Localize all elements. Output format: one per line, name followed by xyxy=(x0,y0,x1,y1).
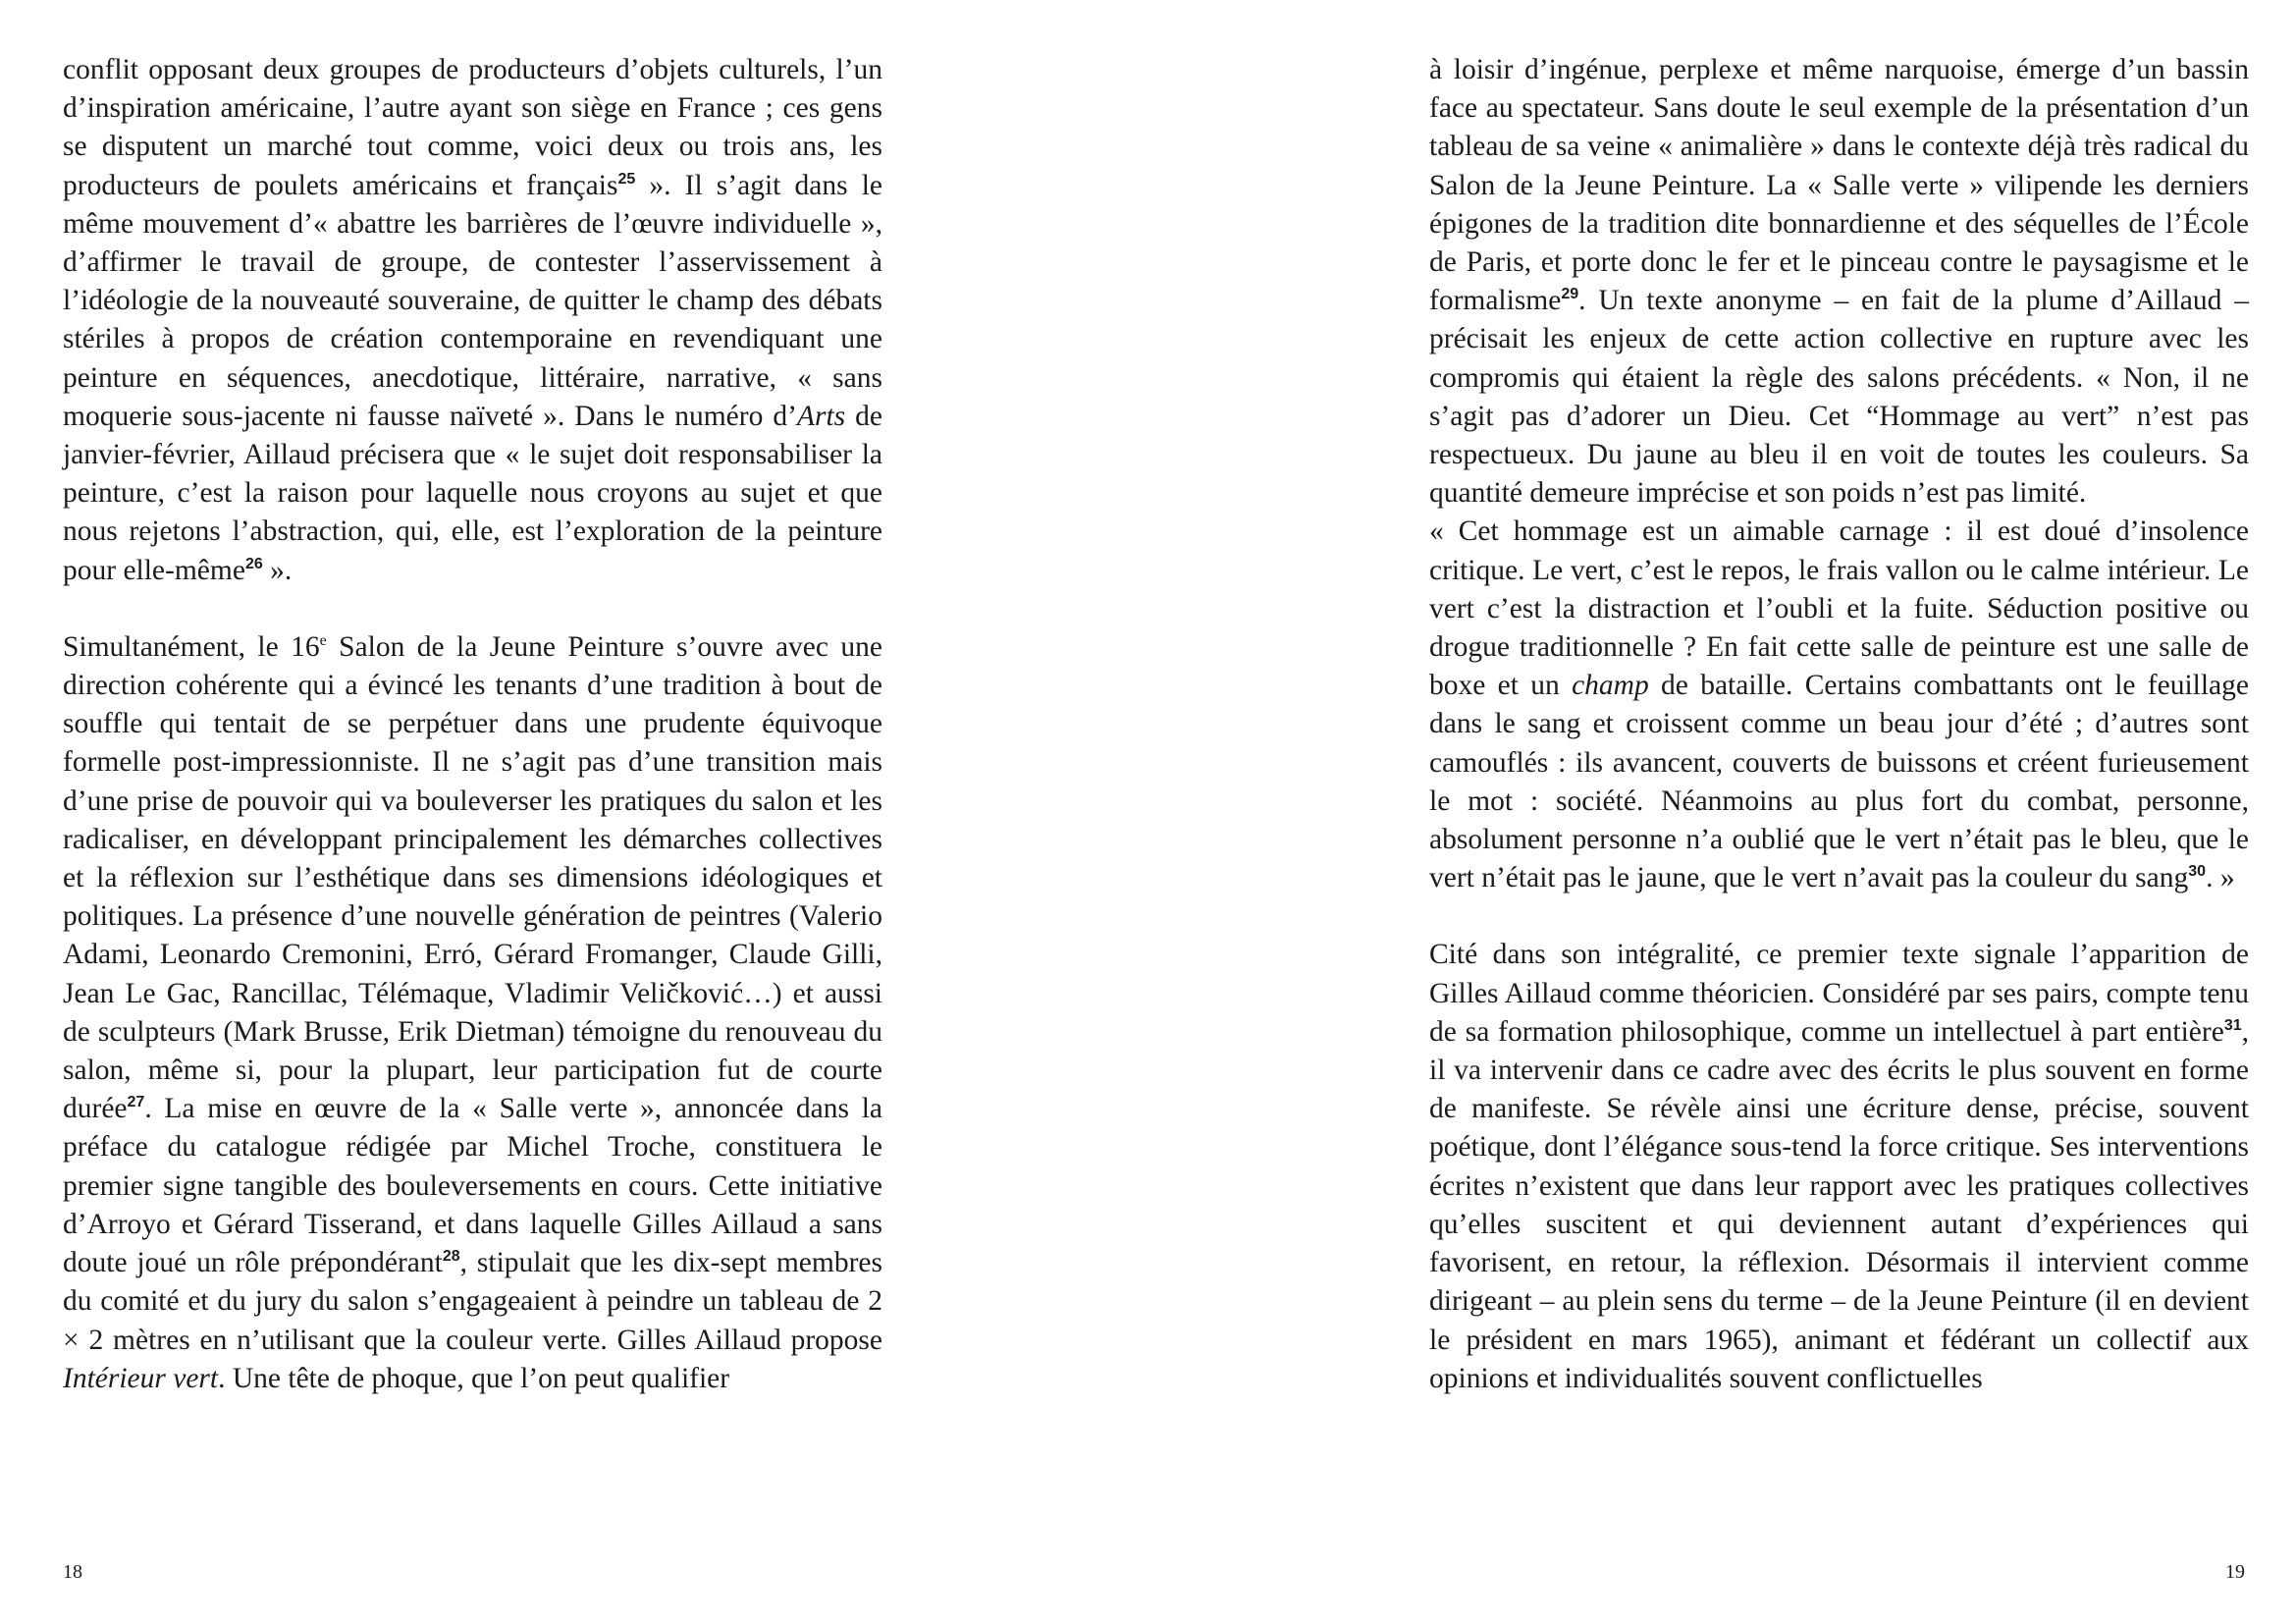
text-run: . » xyxy=(2206,862,2235,894)
footnote-ref: 30 xyxy=(2188,863,2207,881)
text-run: Salon de la Jeune Peinture s’ouvre avec une direction cohérente qui a évincé les tenants d’une tradition à bout de souffle qui tentait de se perpétuer dans une prudente équivoque formelle post-impressionniste. Il ne s’agit pas d’une transition mais d’une prise de pouvoir qui va bouleverser les pratiques du salon et les radicaliser, en développant principalement les démarches collectives et la réflexion sur l’esthétique dans ses dimensions idéologiques et politiques. La présence d’une nouvelle génération de peintres (Valerio Adami, Leonardo Cremonini, Erró, Gérard Fromanger, Claude Gilli, Jean Le Gac, Rancillac, Télémaque, Vladimir Veličković…) et aussi de sculpteurs (Mark Brusse, Erik Dietman) témoigne du renouveau du salon, même si, pour la plupart, leur participation fut de courte durée xyxy=(63,630,882,1125)
text-run: ». xyxy=(262,554,293,586)
paragraph-gap xyxy=(1429,897,2249,936)
paragraph-gap xyxy=(63,590,882,628)
text-run: Cité dans son intégralité, ce premier texte signale l’apparition de Gilles Aillaud comme théoricien. Considéré par ses pairs, compte tenu de sa formation philosophique, comme un intellectuel à part entière xyxy=(1429,939,2249,1048)
italic-title: champ xyxy=(1572,670,1649,702)
footnote-ref: 27 xyxy=(127,1094,145,1111)
paragraph xyxy=(63,51,882,590)
italic-title: Intérieur vert xyxy=(63,1362,219,1394)
text-run: , il va intervenir dans ce cadre avec des écrits le plus souvent en forme de manifeste. Se révèle ainsi une écriture dense, précise, souvent poétique, dont l’élégance sous-tend la force critique. Ses interventions écrites n’existent que dans leur rapport avec les pratiques collectives qu’elles suscitent et qui deviennent autant d’expériences qui favorisent, en retour, la réflexion. Désormais il intervient comme dirigeant – au plein sens du terme – de la Jeune Peinture (il en devient le président en mars 1965), animant et fédérant un collectif aux opinions et individualités souvent conflictuelles xyxy=(1429,1015,2249,1394)
text-run: . Une tête de phoque, que l’on peut qualifier xyxy=(218,1362,730,1394)
page-number: 19 xyxy=(2225,1561,2245,1583)
right-text-column xyxy=(1429,51,2249,1398)
right-page xyxy=(1148,0,2296,1624)
text-run: , stipulait que les dix-sept membres du comité et du jury du salon s’engageaient à peindre un tableau de 2 × 2 mètres en n’utilisant que la couleur verte. Gilles Aillaud propose xyxy=(63,1247,882,1356)
paragraph xyxy=(1429,513,2249,897)
footnote-ref: 26 xyxy=(244,555,263,572)
text-run: « Cet hommage est un aimable carnage : il est doué d’insolence critique. Le vert, c’est le repos, le frais vallon ou le calme intérieur. Le vert c’est la distraction et l’oubli et la fuite. Séduction positive ou drogue traditionnelle ? En fait cette salle de peinture est une salle de boxe et un xyxy=(1429,515,2249,702)
text-run: de janvier-février, Aillaud précisera que « le sujet doit responsabiliser la peinture, c’est la raison pour laquelle nous croyons au sujet et que nous rejetons l’abstraction, qui, elle, est l’exploration de la peinture pour elle-même xyxy=(63,400,883,586)
page-number: 18 xyxy=(63,1561,82,1583)
text-run: conflit opposant deux groupes de producteurs d’objets culturels, l’un d’inspiration américaine, l’autre ayant son siège en France ; ces gens se disputent un marché tout comme, voici deux ou trois ans, les producteurs de poulets américains et français xyxy=(63,54,882,201)
italic-title: Arts xyxy=(796,400,846,432)
paragraph xyxy=(63,628,882,1398)
text-run: Simultanément, le 16 xyxy=(63,630,320,663)
footnote-ref: 31 xyxy=(2223,1016,2242,1034)
text-run: . Un texte anonyme – en fait de la plume d’Aillaud – précisait les enjeux de cette action collective en rupture avec les compromis qui étaient la règle des salons précédents. « Non, il ne s’agit pas d’adorer un Dieu. Cet “Hommage au vert” n’est pas respectueux. Du jaune au bleu il en voit de toutes les couleurs. Sa quantité demeure imprécise et son poids n’est pas limité. xyxy=(1429,285,2249,510)
paragraph xyxy=(1429,51,2249,513)
text-run: . La mise en œuvre de la « Salle verte », annoncée dans la préface du catalogue rédigée par Michel Troche, constituera le premier signe tangible des bouleversements en cours. Cette initiative d’Arroyo et Gérard Tisserand, et dans laquelle Gilles Aillaud a sans doute joué un rôle prépondérant xyxy=(63,1093,882,1279)
text-run: ». Il s’agit dans le même mouvement d’« abattre les barrières de l’œuvre individuelle », d’affirmer le travail de groupe, de contester l’asservissement à l’idéologie de la nouveauté souveraine, de quitter le champ des débats stériles à propos de création contemporaine en revendiquant une peinture en séquences, anecdotique, littéraire, narrative, « sans moquerie sous-jacente ni fausse naïveté ». Dans le numéro d’ xyxy=(63,169,882,432)
footnote-ref: 28 xyxy=(442,1248,460,1266)
left-text-column xyxy=(63,51,882,1398)
paragraph xyxy=(1429,936,2249,1397)
footnote-ref: 25 xyxy=(617,170,636,188)
text-run: de bataille. Certains combattants ont le feuillage dans le sang et croissent comme un beau jour d’été ; d’autres sont camouflés : ils avancent, couverts de buissons et créent furieusement le mot : société. Néanmoins au plus fort du combat, personne, absolument personne n’a oublié que le vert n’était pas le bleu, que le vert n’était pas le jaune, que le vert n’avait pas la couleur du sang xyxy=(1429,670,2249,894)
text-run: à loisir d’ingénue, perplexe et même narquoise, émerge d’un bassin face au spectateur. Sans doute le seul exemple de la présentation d’un tableau de sa veine « animalière » dans le contexte déjà très radical du Salon de la Jeune Peinture. La « Salle verte » vilipende les derniers épigones de la tradition dite bonnardienne et des séquelles de l’École de Paris, et porte donc le fer et le pinceau contre le paysagisme et le formalisme xyxy=(1429,54,2249,317)
footnote-ref: e xyxy=(319,631,327,649)
footnote-ref: 29 xyxy=(1561,286,1579,303)
